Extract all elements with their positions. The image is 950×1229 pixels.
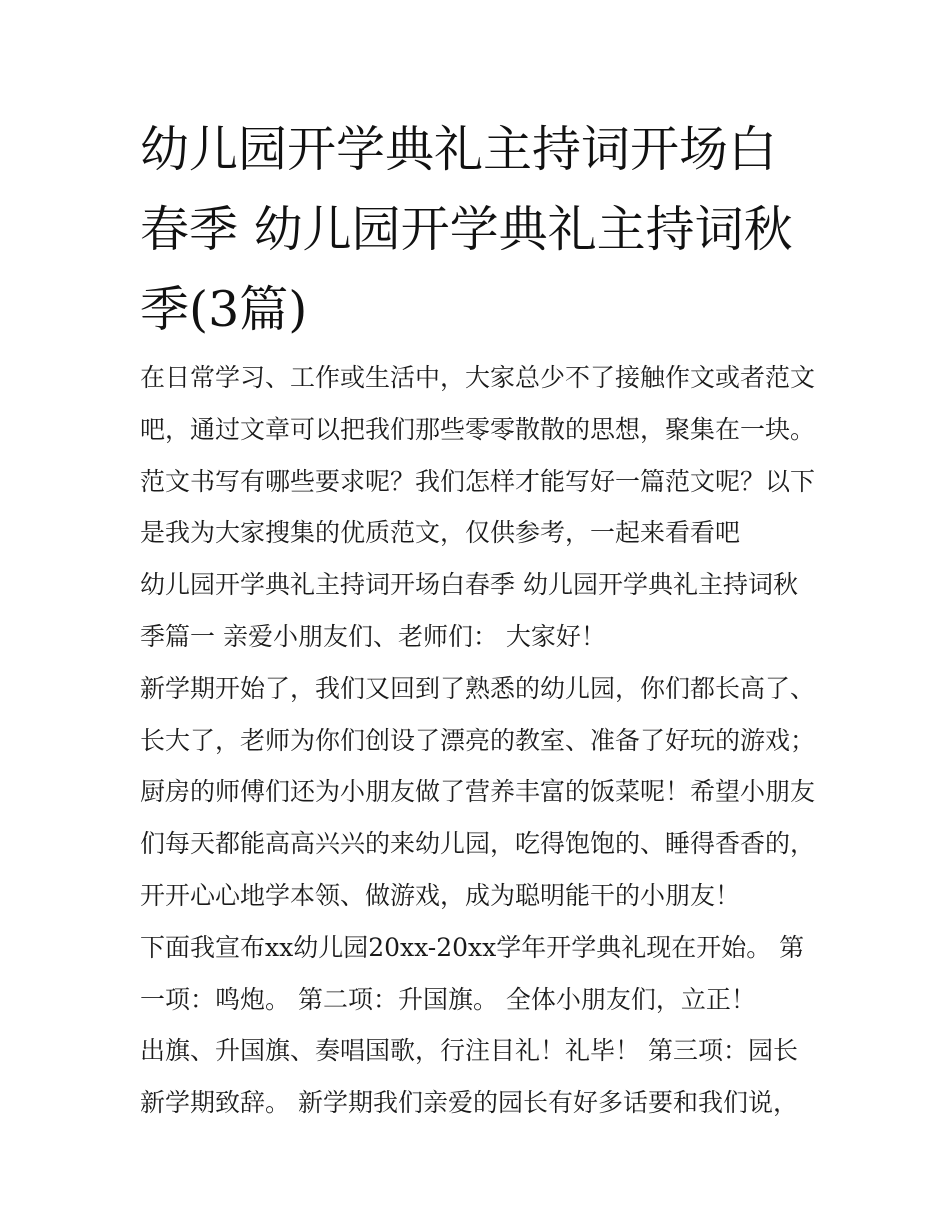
body-line: 长大了，老师为你们创设了漂亮的教室、准备了好玩的游戏； — [140, 725, 816, 755]
body-line: 幼儿园开学典礼主持词开场白春季 幼儿园开学典礼主持词秋 — [140, 570, 798, 600]
body-line: 们每天都能高高兴兴的来幼儿园，吃得饱饱的、睡得香香的， — [140, 829, 816, 859]
title-line: 春季 幼儿园开学典礼主持词秋 — [140, 201, 793, 258]
body-line: 新学期开始了，我们又回到了熟悉的幼儿园，你们都长高了、 — [140, 673, 816, 703]
body-line: 在日常学习、工作或生活中，大家总少不了接触作文或者范文 — [140, 363, 816, 392]
document-title — [140, 110, 820, 350]
document-body — [140, 352, 830, 1129]
title-line: 幼儿园开学典礼主持词开场白 — [140, 121, 778, 178]
title-line: 季(3篇) — [140, 281, 308, 338]
body-line: 出旗、升国旗、奏唱国歌，行注目礼！礼毕！ 第三项：园长 — [140, 1036, 798, 1066]
body-line: 新学期致辞。 新学期我们亲爱的园长有好多话要和我们说， — [140, 1088, 798, 1118]
body-line: 开开心心地学本领、做游戏，成为聪明能干的小朋友！ — [140, 880, 741, 910]
body-line: 是我为大家搜集的优质范文，仅供参考，一起来看看吧 — [140, 518, 741, 548]
body-line: 季篇一 亲爱小朋友们、老师们： 大家好！ — [140, 621, 606, 651]
body-line: 吧，通过文章可以把我们那些零零散散的思想，聚集在一块。 — [140, 414, 816, 444]
body-line: 下面我宣布xx幼儿园20xx-20xx学年开学典礼现在开始。 第 — [140, 932, 805, 962]
body-line: 范文书写有哪些要求呢？我们怎样才能写好一篇范文呢？以下 — [140, 466, 816, 496]
body-line: 一项：鸣炮。 第二项：升国旗。 全体小朋友们，立正！ — [140, 984, 756, 1014]
body-line: 厨房的师傅们还为小朋友做了营养丰富的饭菜呢！希望小朋友 — [140, 777, 816, 807]
